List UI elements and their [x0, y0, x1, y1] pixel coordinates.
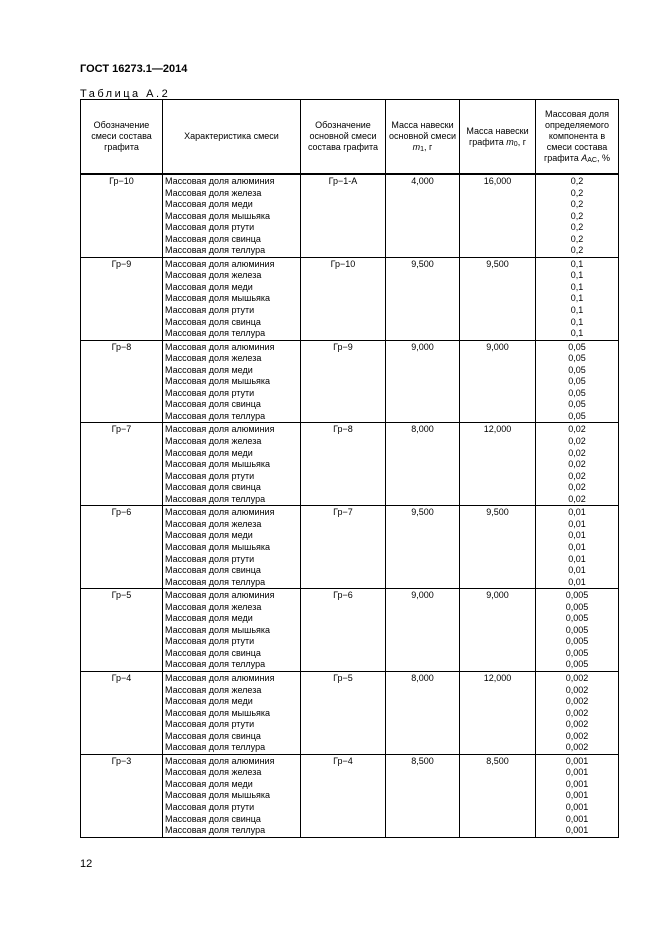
mass-fraction-value: 0,2	[570, 176, 584, 186]
mass-fraction-value: 0,1	[570, 270, 584, 281]
characteristic-cell	[163, 174, 301, 257]
component-label: Массовая доля алюминия	[165, 258, 275, 269]
mass-fraction-value: 0,01	[568, 507, 586, 518]
component-label: Массовая доля алюминия	[165, 341, 275, 352]
mass-fraction-value: 0,2	[570, 199, 584, 210]
component-label: Массовая доля алюминия	[165, 424, 275, 435]
component-label: Массовая доля алюминия	[165, 755, 275, 766]
table-row	[81, 589, 619, 672]
mass-fraction-value: 0,005	[565, 601, 589, 612]
mass-fraction-cell	[536, 589, 619, 672]
table-row	[81, 423, 619, 506]
component-label: Массовая доля ртути	[165, 305, 255, 316]
base-mass-cell: 8,500	[386, 754, 460, 837]
characteristic-cell	[163, 506, 301, 589]
mass-fraction-cell	[536, 506, 619, 589]
component-label: Массовая доля железа	[165, 767, 262, 778]
mass-fraction-value: 0,005	[565, 624, 589, 635]
mix-designation-cell: Гр−9	[81, 257, 163, 340]
graphite-mass-cell: 9,500	[460, 506, 536, 589]
base-mass-cell: 9,000	[386, 340, 460, 423]
mass-fraction-value: 0,001	[565, 813, 589, 824]
mass-fraction-value: 0,05	[568, 353, 586, 364]
component-label: Массовая доля теллура	[165, 410, 266, 421]
mass-fraction-value: 0,2	[570, 245, 584, 256]
mass-fraction-value: 0,001	[565, 755, 589, 766]
base-mix-cell: Гр−9	[301, 340, 386, 423]
mass-fraction-value: 0,1	[570, 305, 584, 316]
mass-fraction-cell	[536, 340, 619, 423]
component-label: Массовая доля теллура	[165, 659, 266, 670]
component-label: Массовая доля свинца	[165, 813, 261, 824]
mass-fraction-value: 0,001	[565, 790, 589, 801]
component-label: Массовая доля меди	[165, 696, 253, 707]
mass-fraction-value: 0,002	[565, 672, 589, 683]
graphite-mass-cell: 9,000	[460, 340, 536, 423]
table-row	[81, 174, 619, 257]
component-label: Массовая доля мышьяка	[165, 210, 271, 221]
mass-fraction-cell	[536, 174, 619, 257]
mass-fraction-value: 0,02	[568, 436, 586, 447]
mass-fraction-value: 0,2	[570, 233, 584, 244]
component-label: Массовая доля теллура	[165, 742, 266, 753]
graphite-mass-cell: 9,500	[460, 257, 536, 340]
mass-fraction-value: 0,1	[570, 258, 584, 269]
component-label: Массовая доля алюминия	[165, 590, 275, 601]
component-label: Массовая доля ртути	[165, 553, 255, 564]
component-label: Массовая доля меди	[165, 364, 253, 375]
table-row	[81, 340, 619, 423]
base-mass-cell: 8,000	[386, 423, 460, 506]
mass-fraction-value: 0,05	[568, 410, 586, 421]
mass-fraction-value: 0,1	[570, 281, 584, 292]
component-label: Массовая доля железа	[165, 353, 262, 364]
mass-fraction-value: 0,01	[568, 541, 586, 552]
mass-fraction-cell	[536, 754, 619, 837]
mass-fraction-cell	[536, 671, 619, 754]
characteristic-cell	[163, 423, 301, 506]
component-label: Массовая доля теллура	[165, 825, 266, 836]
component-label: Массовая доля мышьяка	[165, 624, 271, 635]
table-row	[81, 506, 619, 589]
component-label: Массовая доля свинца	[165, 233, 261, 244]
component-label: Массовая доля алюминия	[165, 176, 275, 186]
component-label: Массовая доля мышьяка	[165, 293, 271, 304]
component-label: Массовая доля меди	[165, 447, 253, 458]
graphite-mass-cell: 9,000	[460, 589, 536, 672]
mass-fraction-value: 0,005	[565, 590, 589, 601]
component-label: Массовая доля ртути	[165, 470, 255, 481]
base-mass-cell: 9,000	[386, 589, 460, 672]
mass-fraction-value: 0,01	[568, 565, 586, 576]
mass-fraction-value: 0,002	[565, 742, 589, 753]
mix-designation-cell: Гр−6	[81, 506, 163, 589]
graphite-mass-cell: 12,000	[460, 671, 536, 754]
header-base-mix: Обозначение основной смеси состава графита	[301, 100, 386, 175]
mass-fraction-value: 0,001	[565, 801, 589, 812]
mix-designation-cell: Гр−7	[81, 423, 163, 506]
mass-fraction-value: 0,02	[568, 470, 586, 481]
component-label: Массовая доля железа	[165, 270, 262, 281]
document-title: ГОСТ 16273.1—2014	[80, 63, 188, 75]
component-label: Массовая доля свинца	[165, 482, 261, 493]
data-table	[80, 99, 619, 838]
mass-fraction-value: 0,002	[565, 719, 589, 730]
mass-fraction-value: 0,1	[570, 328, 584, 339]
component-label: Массовая доля меди	[165, 530, 253, 541]
mass-fraction-value: 0,05	[568, 364, 586, 375]
component-label: Массовая доля свинца	[165, 647, 261, 658]
page-number: 12	[80, 858, 93, 870]
mass-fraction-value: 0,02	[568, 482, 586, 493]
component-label: Массовая доля мышьяка	[165, 459, 271, 470]
component-label: Массовая доля железа	[165, 518, 262, 529]
mass-fraction-value: 0,02	[568, 447, 586, 458]
mass-fraction-value: 0,05	[568, 341, 586, 352]
table-header-row	[81, 100, 619, 175]
component-label: Массовая доля железа	[165, 187, 262, 198]
component-label: Массовая доля свинца	[165, 730, 261, 741]
component-label: Массовая доля ртути	[165, 222, 255, 233]
mass-fraction-value: 0,002	[565, 696, 589, 707]
component-label: Массовая доля ртути	[165, 387, 255, 398]
mass-fraction-value: 0,2	[570, 210, 584, 221]
component-label: Массовая доля мышьяка	[165, 541, 271, 552]
mass-fraction-value: 0,005	[565, 636, 589, 647]
base-mass-cell: 4,000	[386, 174, 460, 257]
component-label: Массовая доля ртути	[165, 636, 255, 647]
base-mix-cell: Гр−6	[301, 589, 386, 672]
component-label: Массовая доля меди	[165, 778, 253, 789]
graphite-mass-cell: 8,500	[460, 754, 536, 837]
mass-fraction-value: 0,1	[570, 316, 584, 327]
mix-designation-cell: Гр−5	[81, 589, 163, 672]
characteristic-cell	[163, 340, 301, 423]
base-mass-cell: 9,500	[386, 257, 460, 340]
mass-fraction-value: 0,01	[568, 518, 586, 529]
component-label: Массовая доля теллура	[165, 245, 266, 256]
mass-fraction-value: 0,002	[565, 684, 589, 695]
component-label: Массовая доля железа	[165, 436, 262, 447]
component-label: Массовая доля теллура	[165, 493, 266, 504]
component-label: Массовая доля железа	[165, 601, 262, 612]
mass-fraction-value: 0,05	[568, 387, 586, 398]
header-graphite-mass: Масса навески графита $m_0$, г	[460, 100, 536, 175]
mass-fraction-value: 0,1	[570, 293, 584, 304]
component-label: Массовая доля свинца	[165, 316, 261, 327]
component-label: Массовая доля меди	[165, 281, 253, 292]
mass-fraction-value: 0,01	[568, 530, 586, 541]
base-mix-cell: Гр−1-А	[301, 174, 386, 257]
component-label: Массовая доля ртути	[165, 801, 255, 812]
base-mass-cell: 8,000	[386, 671, 460, 754]
mass-fraction-cell	[536, 257, 619, 340]
mass-fraction-value: 0,02	[568, 493, 586, 504]
header-mix-characteristic: Характеристика смеси	[163, 100, 301, 175]
mass-fraction-value: 0,001	[565, 778, 589, 789]
mass-fraction-value: 0,002	[565, 730, 589, 741]
table-caption: Таблица А.2	[80, 88, 171, 100]
mass-fraction-value: 0,2	[570, 187, 584, 198]
mix-designation-cell: Гр−4	[81, 671, 163, 754]
characteristic-cell	[163, 671, 301, 754]
base-mix-cell: Гр−7	[301, 506, 386, 589]
mass-fraction-value: 0,01	[568, 553, 586, 564]
mass-fraction-value: 0,02	[568, 459, 586, 470]
mass-fraction-value: 0,001	[565, 767, 589, 778]
mass-fraction-value: 0,005	[565, 659, 589, 670]
header-base-mass: Масса навески основной смеси $m_1$, г	[386, 100, 460, 175]
mix-designation-cell: Гр−3	[81, 754, 163, 837]
component-label: Массовая доля меди	[165, 199, 253, 210]
mass-fraction-value: 0,001	[565, 825, 589, 836]
base-mix-cell: Гр−5	[301, 671, 386, 754]
component-label: Массовая доля алюминия	[165, 672, 275, 683]
component-label: Массовая доля железа	[165, 684, 262, 695]
mass-fraction-value: 0,05	[568, 376, 586, 387]
characteristic-cell	[163, 754, 301, 837]
mass-fraction-value: 0,005	[565, 613, 589, 624]
component-label: Массовая доля теллура	[165, 576, 266, 587]
component-label: Массовая доля ртути	[165, 719, 255, 730]
mass-fraction-value: 0,01	[568, 576, 586, 587]
base-mass-cell: 9,500	[386, 506, 460, 589]
characteristic-cell	[163, 257, 301, 340]
component-label: Массовая доля мышьяка	[165, 376, 271, 387]
mass-fraction-value: 0,02	[568, 424, 586, 435]
component-label: Массовая доля мышьяка	[165, 790, 271, 801]
mass-fraction-value: 0,05	[568, 399, 586, 410]
base-mix-cell: Гр−8	[301, 423, 386, 506]
table-row	[81, 754, 619, 837]
base-mix-cell: Гр−10	[301, 257, 386, 340]
base-mix-cell: Гр−4	[301, 754, 386, 837]
component-label: Массовая доля свинца	[165, 565, 261, 576]
component-label: Массовая доля свинца	[165, 399, 261, 410]
graphite-mass-cell: 16,000	[460, 174, 536, 257]
graphite-mass-cell: 12,000	[460, 423, 536, 506]
header-mix-designation: Обозначение смеси состава графита	[81, 100, 163, 175]
component-label: Массовая доля мышьяка	[165, 707, 271, 718]
mass-fraction-value: 0,005	[565, 647, 589, 658]
mass-fraction-cell	[536, 423, 619, 506]
component-label: Массовая доля меди	[165, 613, 253, 624]
component-label: Массовая доля теллура	[165, 328, 266, 339]
characteristic-cell	[163, 589, 301, 672]
mix-designation-cell: Гр−8	[81, 340, 163, 423]
mass-fraction-value: 0,002	[565, 707, 589, 718]
table-row	[81, 257, 619, 340]
header-mass-fraction: Массовая доля определяемого компонента в смеси состава графита $A_{AC}$, %	[536, 100, 619, 175]
mass-fraction-value: 0,2	[570, 222, 584, 233]
mix-designation-cell: Гр−10	[81, 174, 163, 257]
component-label: Массовая доля алюминия	[165, 507, 275, 518]
table-row	[81, 671, 619, 754]
